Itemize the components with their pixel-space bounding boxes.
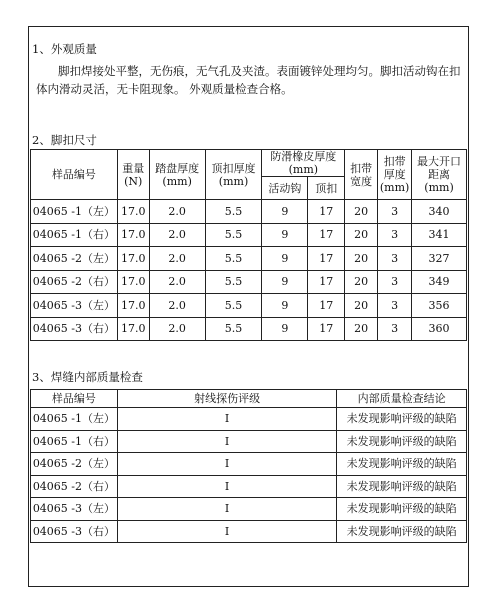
cell-band-thickness: 3 <box>378 200 412 224</box>
cell-top: 5.5 <box>205 294 262 318</box>
cell-rubber-top: 17 <box>308 247 345 271</box>
section3-title: 3、焊缝内部质量检查 <box>32 370 143 384</box>
cell-opening: 341 <box>412 223 467 247</box>
cell-rubber-top: 17 <box>308 270 345 294</box>
cell-band-width: 20 <box>345 270 378 294</box>
cell-sample: 04065 -2（左） <box>31 453 118 476</box>
cell-pedal: 2.0 <box>149 200 205 224</box>
header-band-width: 扣带宽度 <box>345 150 378 200</box>
cell-sample: 04065 -3（右） <box>31 520 118 543</box>
cell-band-width: 20 <box>345 317 378 341</box>
cell-weight: 17.0 <box>117 294 149 318</box>
table-row <box>31 408 467 431</box>
cell-band-thickness: 3 <box>378 317 412 341</box>
cell-sample: 04065 -3（左） <box>31 498 118 521</box>
cell-weight: 17.0 <box>117 223 149 247</box>
section1-text: 脚扣焊接处平整，无伤痕，无气孔及夹渣。表面镀锌处理均匀。脚扣活动钩在扣体内滑动灵活，无卡阻现象。 外观质量检查合格。 <box>36 64 461 96</box>
header-rubber-hook: 活动钩 <box>262 177 308 200</box>
cell-sample: 04065 -2（左） <box>31 247 118 271</box>
header-rubber-top: 顶扣 <box>308 177 345 200</box>
cell-band-width: 20 <box>345 247 378 271</box>
cell-top: 5.5 <box>205 200 262 224</box>
table-row <box>31 270 467 294</box>
cell-band-thickness: 3 <box>378 223 412 247</box>
table-row <box>31 317 467 341</box>
cell-grade: I <box>117 408 336 431</box>
cell-opening: 327 <box>412 247 467 271</box>
header-top-thickness: 顶扣厚度 (mm) <box>205 150 262 200</box>
section1-title: 1、外观质量 <box>32 42 97 56</box>
cell-result: 未发现影响评级的缺陷 <box>337 430 467 453</box>
table-row <box>31 223 467 247</box>
table-row <box>31 294 467 318</box>
cell-pedal: 2.0 <box>149 223 205 247</box>
table-row <box>31 430 467 453</box>
cell-result: 未发现影响评级的缺陷 <box>337 520 467 543</box>
cell-pedal: 2.0 <box>149 317 205 341</box>
cell-rubber-hook: 9 <box>262 247 308 271</box>
cell-top: 5.5 <box>205 270 262 294</box>
cell-sample: 04065 -1（左） <box>31 200 118 224</box>
table-row <box>31 475 467 498</box>
header-sample: 样品编号 <box>31 390 118 408</box>
cell-sample: 04065 -1（右） <box>31 223 118 247</box>
table-row <box>31 453 467 476</box>
cell-sample: 04065 -3（右） <box>31 317 118 341</box>
dimension-table <box>30 149 467 341</box>
cell-opening: 360 <box>412 317 467 341</box>
header-max-opening: 最大开口距离 (mm) <box>412 150 467 200</box>
header-pedal-thickness: 踏盘厚度 (mm) <box>149 150 205 200</box>
cell-result: 未发现影响评级的缺陷 <box>337 498 467 521</box>
header-rubber-thickness: 防滑橡皮厚度 (mm) <box>262 150 345 177</box>
cell-sample: 04065 -2（右） <box>31 270 118 294</box>
cell-rubber-top: 17 <box>308 294 345 318</box>
weld-inspection-table <box>30 389 467 543</box>
cell-grade: I <box>117 453 336 476</box>
table-row <box>31 498 467 521</box>
table-row <box>31 520 467 543</box>
cell-band-width: 20 <box>345 200 378 224</box>
header-band-thickness: 扣带厚度 (mm) <box>378 150 412 200</box>
cell-grade: I <box>117 498 336 521</box>
cell-opening: 349 <box>412 270 467 294</box>
cell-rubber-top: 17 <box>308 223 345 247</box>
header-internal-result: 内部质量检查结论 <box>337 390 467 408</box>
cell-pedal: 2.0 <box>149 247 205 271</box>
cell-sample: 04065 -1（右） <box>31 430 118 453</box>
cell-weight: 17.0 <box>117 247 149 271</box>
table-row <box>31 200 467 224</box>
cell-rubber-hook: 9 <box>262 317 308 341</box>
cell-band-thickness: 3 <box>378 294 412 318</box>
header-radiographic-grade: 射线探伤评级 <box>117 390 336 408</box>
cell-rubber-hook: 9 <box>262 223 308 247</box>
section2-title: 2、脚扣尺寸 <box>32 133 97 147</box>
header-weight: 重量 (N) <box>117 150 149 200</box>
cell-rubber-hook: 9 <box>262 294 308 318</box>
cell-weight: 17.0 <box>117 270 149 294</box>
cell-band-width: 20 <box>345 223 378 247</box>
header-sample: 样品编号 <box>31 150 118 200</box>
cell-pedal: 2.0 <box>149 294 205 318</box>
cell-sample: 04065 -3（左） <box>31 294 118 318</box>
cell-sample: 04065 -2（右） <box>31 475 118 498</box>
cell-band-thickness: 3 <box>378 270 412 294</box>
cell-result: 未发现影响评级的缺陷 <box>337 475 467 498</box>
cell-grade: I <box>117 520 336 543</box>
cell-top: 5.5 <box>205 247 262 271</box>
cell-rubber-hook: 9 <box>262 200 308 224</box>
cell-top: 5.5 <box>205 223 262 247</box>
cell-top: 5.5 <box>205 317 262 341</box>
cell-grade: I <box>117 430 336 453</box>
cell-opening: 340 <box>412 200 467 224</box>
cell-opening: 356 <box>412 294 467 318</box>
cell-grade: I <box>117 475 336 498</box>
cell-rubber-top: 17 <box>308 200 345 224</box>
cell-result: 未发现影响评级的缺陷 <box>337 408 467 431</box>
cell-sample: 04065 -1（左） <box>31 408 118 431</box>
table-row <box>31 247 467 271</box>
cell-band-width: 20 <box>345 294 378 318</box>
cell-rubber-top: 17 <box>308 317 345 341</box>
cell-result: 未发现影响评级的缺陷 <box>337 453 467 476</box>
cell-weight: 17.0 <box>117 317 149 341</box>
cell-weight: 17.0 <box>117 200 149 224</box>
cell-rubber-hook: 9 <box>262 270 308 294</box>
cell-pedal: 2.0 <box>149 270 205 294</box>
cell-band-thickness: 3 <box>378 247 412 271</box>
